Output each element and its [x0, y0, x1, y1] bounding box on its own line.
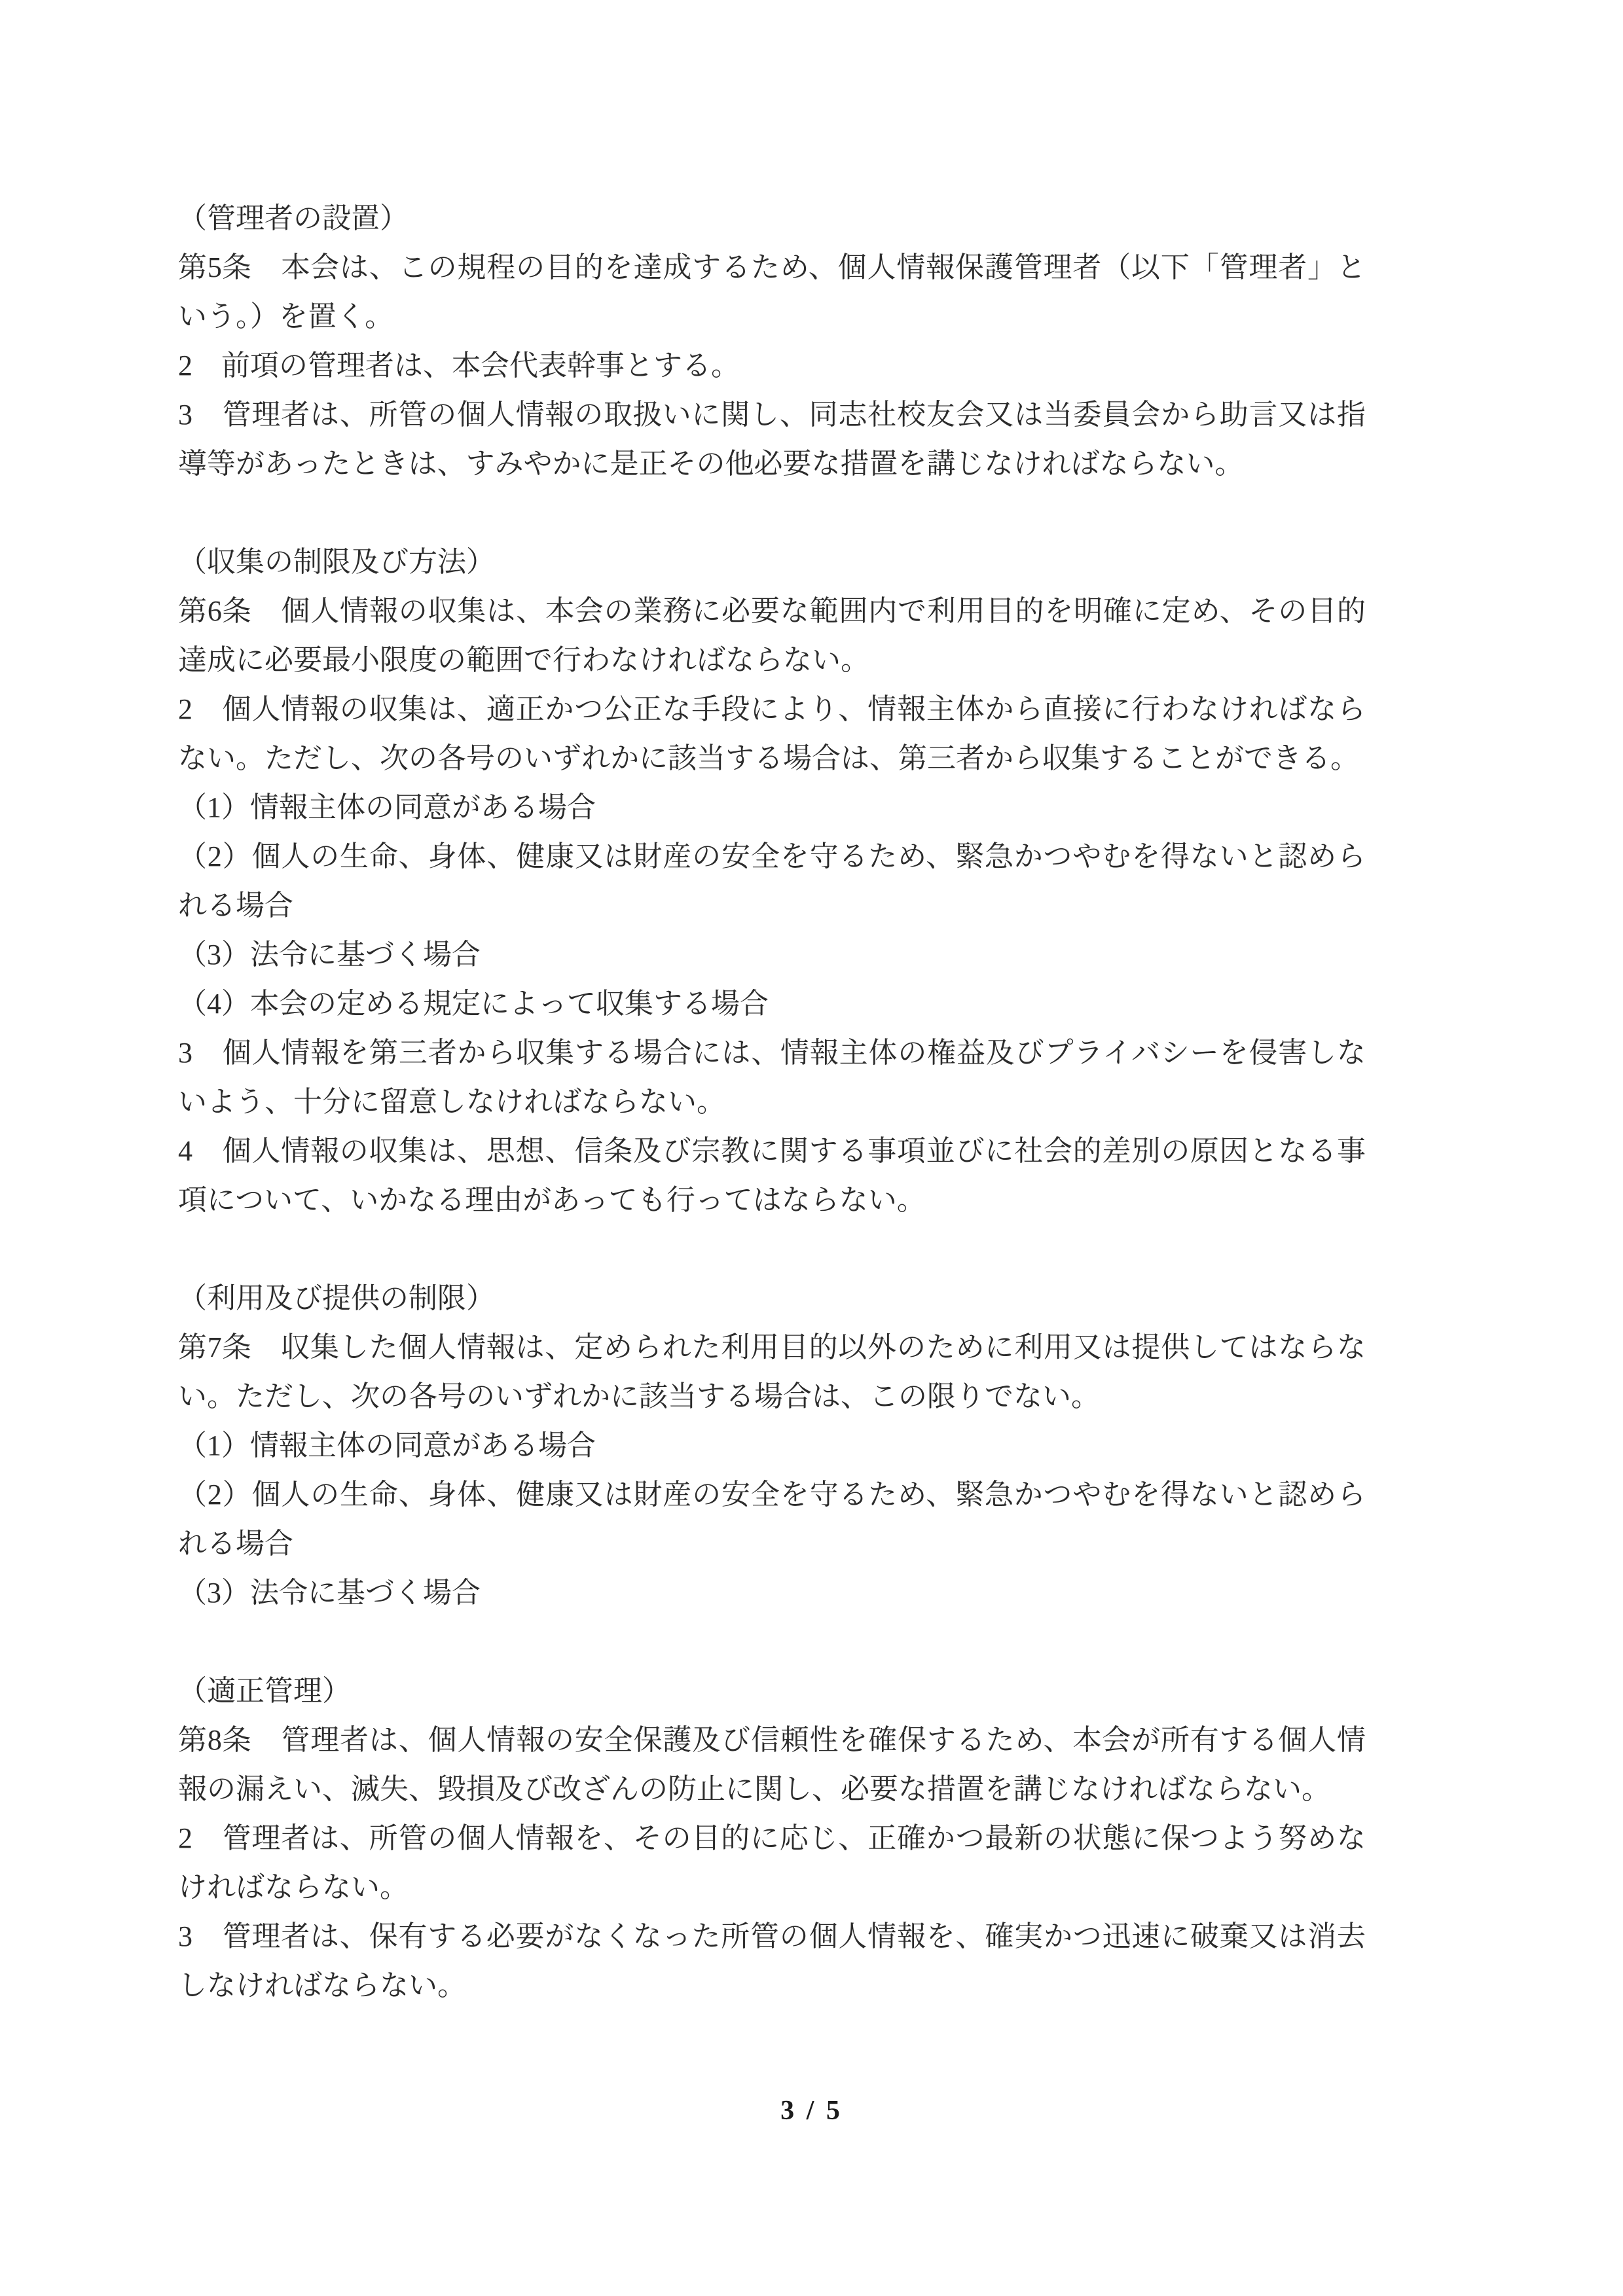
paragraph: 2 管理者は、所管の個人情報を、その目的に応じ、正確かつ最新の状態に保つよう努めなければならない。	[178, 1822, 1366, 1903]
paragraph: 第5条 本会は、この規程の目的を達成するため、個人情報保護管理者（以下「管理者」という。）を置く。	[178, 251, 1366, 332]
paragraph: 4 個人情報の収集は、思想、信条及び宗教に関する事項並びに社会的差別の原因となる事項について、いかなる理由があっても行ってはならない。	[178, 1135, 1366, 1216]
paragraph: 2 個人情報の収集は、適正かつ公正な手段により、情報主体から直接に行わなければならない。ただし、次の各号のいずれかに該当する場合は、第三者から収集することができる。	[178, 693, 1366, 774]
list-item: （2）個人の生命、身体、健康又は財産の安全を守るため、緊急かつやむを得ないと認められる場合	[178, 840, 1366, 922]
paragraph: 3 管理者は、所管の個人情報の取扱いに関し、同志社校友会又は当委員会から助言又は指導等があったときは、すみやかに是正その他必要な措置を講じなければならない。	[178, 399, 1366, 480]
list-item: （2）個人の生命、身体、健康又は財産の安全を守るため、緊急かつやむを得ないと認められる場合	[178, 1479, 1366, 1560]
list-item: （4）本会の定める規定によって収集する場合	[178, 988, 769, 1020]
list-item: （3）法令に基づく場合	[178, 939, 481, 971]
list-item: （3）法令に基づく場合	[178, 1577, 481, 1609]
section-heading: （適正管理）	[178, 1675, 351, 1707]
page-number: 3 / 5	[780, 2096, 843, 2126]
paragraph: 第6条 個人情報の収集は、本会の業務に必要な範囲内で利用目的を明確に定め、その目的達成に必要最小限度の範囲で行わなければならない。	[178, 595, 1366, 676]
paragraph: 第8条 管理者は、個人情報の安全保護及び信頼性を確保するため、本会が所有する個人情報の漏えい、滅失、毀損及び改ざんの防止に関し、必要な措置を講じなければならない。	[178, 1724, 1366, 1805]
section-article-7-use-provision-limits	[178, 1274, 1366, 1617]
paragraph: 2 前項の管理者は、本会代表幹事とする。	[178, 350, 740, 382]
list-item: （1）情報主体の同意がある場合	[178, 1429, 596, 1462]
page-footer	[0, 2087, 1623, 2136]
section-heading: （管理者の設置）	[178, 202, 409, 234]
section-article-6-collection-limits	[178, 537, 1366, 1225]
section-heading: （利用及び提供の制限）	[178, 1282, 495, 1314]
list-item: （1）情報主体の同意がある場合	[178, 791, 596, 823]
paragraph: 3 個人情報を第三者から収集する場合には、情報主体の権益及びプライバシーを侵害しないよう、十分に留意しなければならない。	[178, 1037, 1366, 1118]
section-article-8-proper-management	[178, 1666, 1366, 2010]
section-heading: （収集の制限及び方法）	[178, 546, 495, 578]
paragraph: 第7条 収集した個人情報は、定められた利用目的以外のために利用又は提供してはならない。ただし、次の各号のいずれかに該当する場合は、この限りでない。	[178, 1331, 1366, 1412]
section-article-5-manager-setup	[178, 194, 1366, 488]
document-content	[178, 194, 1366, 2010]
paragraph: 3 管理者は、保有する必要がなくなった所管の個人情報を、確実かつ迅速に破棄又は消去しなければならない。	[178, 1920, 1366, 2001]
